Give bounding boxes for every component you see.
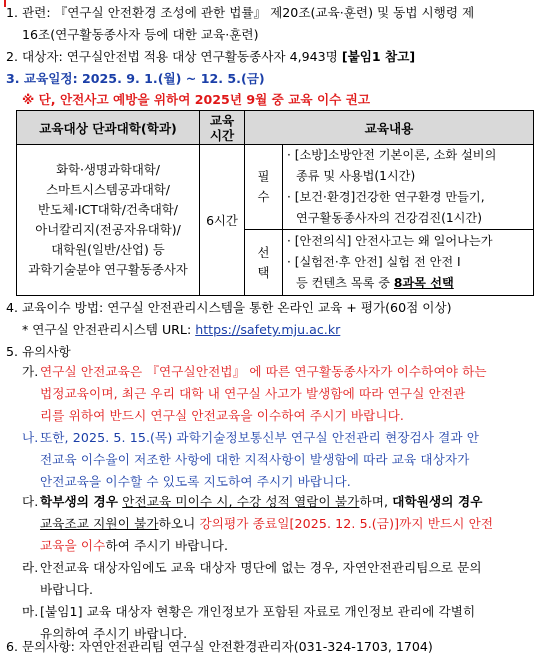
- note-ma-lead: 마.: [22, 604, 39, 619]
- item-1-label: 1. 관련:: [6, 5, 51, 20]
- item-2-text: 2. 대상자: 연구실안전법 적용 대상 연구활동종사자 4,943명: [6, 49, 338, 64]
- note-da-seg: 안전교육 미이수 시, 수강 성적 열람이 불가: [122, 494, 360, 509]
- elective-item: [287, 273, 533, 294]
- note-da-line: [40, 535, 536, 557]
- note-da-lead: 다.: [22, 494, 39, 509]
- target-line: 스마트시스템공과대학/: [46, 182, 170, 197]
- item-5-title: 5. 유의사항: [6, 344, 71, 359]
- item-4: 4. 교육이수 방법: 연구실 안전관리시스템을 통한 온라인 교육 + 평가(60점 이상): [6, 300, 452, 315]
- item-1: [6, 2, 474, 21]
- note-da-seg: 하여 주시기 바랍니다.: [105, 538, 229, 553]
- header-time-2: 시간: [209, 127, 235, 143]
- note-da-seg: 교육을 이수: [40, 538, 106, 553]
- note-da-seg: 강의평가 종료일[2025. 12. 5.(금)]까지 반드시 안전: [199, 516, 494, 531]
- note-na-lead: 나.: [22, 430, 39, 445]
- note-ra-line: 바랍니다.: [40, 582, 94, 597]
- target-line: 반도체·ICT대학/건축대학/: [38, 202, 178, 217]
- item-3-note: ※ 단, 안전사고 예방을 위하여 2025년 9월 중 교육 이수 권고: [22, 92, 370, 107]
- target-line: 아너칼리지(전공자유대학)/: [35, 222, 181, 237]
- header-content: 교육내용: [245, 111, 534, 145]
- required-label: [245, 145, 283, 230]
- required-content: [283, 145, 534, 230]
- note-na-line: 또한, 2025. 5. 15.(목) 과학기술정보통신부 연구실 안전관리 현장검사 결과 안: [40, 430, 480, 445]
- required-label-1: 필: [257, 169, 270, 184]
- required-item: · [보건·환경]건강한 연구환경 만들기,: [287, 190, 485, 204]
- note-ma-line: [붙임1] 교육 대상자 현황은 개인정보가 포함된 자료로 개인정보 관리에 각별히: [40, 604, 476, 619]
- note-ga: [22, 361, 536, 427]
- elective-item-text: 등 컨텐츠 목록 중: [296, 276, 391, 290]
- item-2-ref: [붙임1 참고]: [341, 49, 416, 64]
- note-na-line: 전교육 이수율이 저조한 사항에 대한 지적사항이 발생함에 따라 교육 대상자가: [40, 452, 470, 467]
- note-da-line: [40, 491, 536, 513]
- note-na-line: 안전교육을 이수할 수 있도록 지도하여 주시기 바랍니다.: [40, 474, 351, 489]
- note-ga-line: 리를 위하여 반드시 연구실 안전교육을 이수하여 주시기 바랍니다.: [40, 408, 404, 423]
- url-label: * 연구실 안전관리시스템 URL:: [22, 322, 192, 337]
- target-line: 대학원(일반/산업) 등: [51, 242, 165, 257]
- item-1-text: 『연구실 안전환경 조성에 관한 법률』 제20조(교육·훈련) 및 동법 시행령 제: [54, 5, 475, 20]
- note-ra-line: 안전교육 대상자임에도 교육 대상자 명단에 없는 경우, 자연안전관리팀으로 문의: [40, 560, 482, 575]
- target-cell: [17, 145, 200, 296]
- required-item: 종류 및 사용법(1시간): [296, 169, 416, 183]
- note-da-seg: 교육조교 지원이 불가: [40, 516, 159, 531]
- note-da-seg: 대학원생의 경우: [392, 494, 483, 509]
- note-da-seg: 하오니: [158, 516, 196, 531]
- target-line: 화학·생명과학대학/: [56, 162, 160, 177]
- note-da: [22, 491, 536, 557]
- note-ga-lead: 가.: [22, 364, 39, 379]
- note-ra-lead: 라.: [22, 560, 39, 575]
- note-da-seg: 학부생의 경우: [40, 494, 119, 509]
- item-2: [6, 46, 415, 65]
- note-da-line: [40, 513, 536, 535]
- item-1-cont: 16조(연구활동종사자 등에 대한 교육·훈련): [22, 27, 259, 42]
- item-6: 6. 문의사항: 자연안전관리팀 연구실 안전환경관리자(031-324-1703, 1704): [6, 639, 433, 654]
- item-4-url-row: [22, 319, 340, 338]
- header-target: 교육대상 단과대학(학과): [17, 111, 200, 145]
- required-item: 연구활동종사자의 건강검진(1시간): [296, 211, 482, 225]
- elective-item: · [실험전·후 안전] 실험 전 안전 I: [287, 255, 461, 269]
- note-da-seg: 하며,: [359, 494, 389, 509]
- elective-label-1: 선: [257, 244, 270, 260]
- header-time: [200, 111, 245, 145]
- note-ra: [22, 557, 536, 601]
- required-label-2: 수: [257, 189, 270, 204]
- note-ga-line: 법정교육이며, 최근 우리 대학 내 연구실 사고가 발생함에 따라 연구실 안전관: [40, 386, 466, 401]
- safety-system-link[interactable]: https://safety.mju.ac.kr: [195, 322, 341, 337]
- elective-item: · [안전의식] 안전사고는 왜 일어나는가: [287, 234, 493, 248]
- time-cell: 6시간: [200, 145, 245, 296]
- required-item: · [소방]소방안전 기본이론, 소화 설비의: [287, 148, 497, 162]
- note-ga-line: 연구실 안전교육은 『연구실안전법』 에 따른 연구활동종사자가 이수하여야 하는: [40, 364, 487, 379]
- item-3: 3. 교육일정: 2025. 9. 1.(월) ~ 12. 5.(금): [6, 71, 265, 86]
- header-time-1: 교육: [209, 112, 235, 128]
- note-na: [22, 427, 536, 493]
- elective-pick: 8과목 선택: [393, 276, 454, 290]
- target-line: 과학기술분야 연구활동종사자: [28, 262, 188, 277]
- education-table: [16, 110, 534, 296]
- elective-label-2: 택: [257, 264, 270, 280]
- note-ma-line: 유의하여 주시기 바랍니다.: [40, 626, 188, 641]
- elective-label: [245, 230, 283, 296]
- elective-content: [283, 230, 534, 296]
